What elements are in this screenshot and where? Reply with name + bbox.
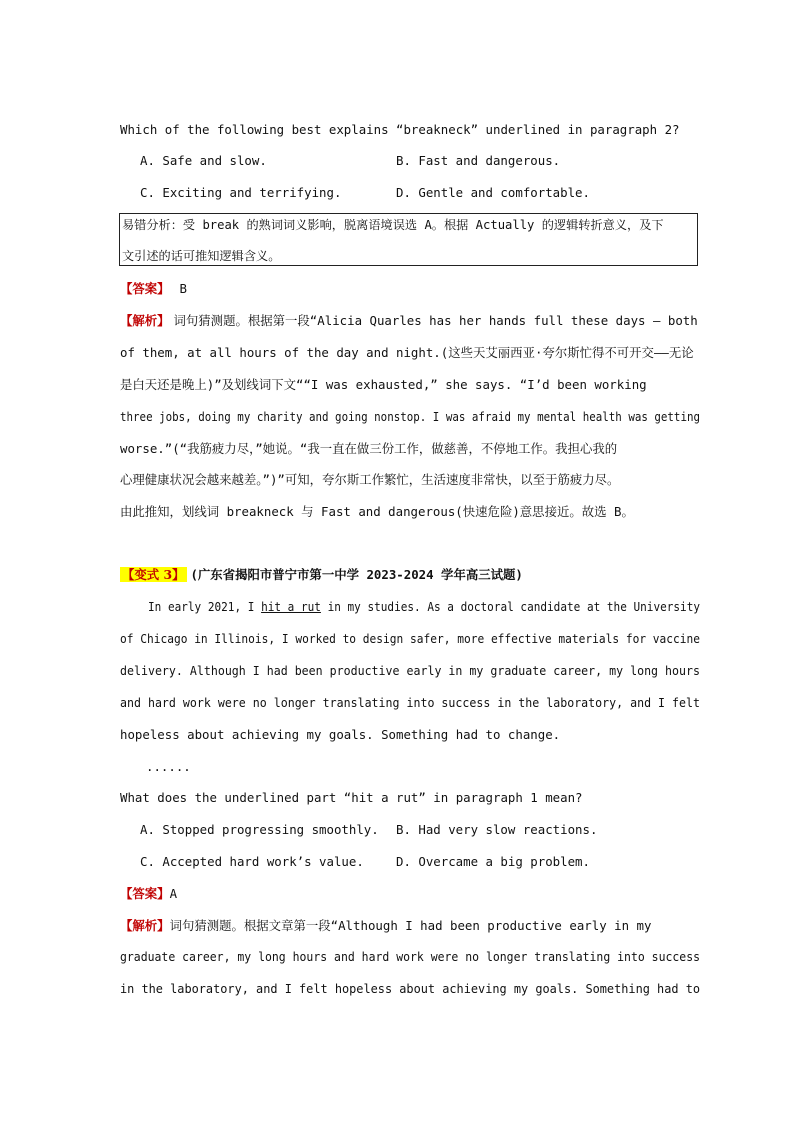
passage-line-1-pre: In early 2021, I <box>148 599 262 614</box>
q1-analysis-line-5: worse.”(“我筋疲力尽，”她说。“我一直在做三份工作，做慈善，不停地工作。我担心我的 <box>120 441 618 456</box>
q1-analysis-line-7: 由此推知，划线词 breakneck 与 Fast and dangerous(快速危险)意思接近。故选 B。 <box>120 504 634 519</box>
q2-answer-value: A <box>169 886 178 901</box>
q1-option-a: A. Safe and slow. <box>140 153 267 168</box>
q2-analysis-line-2: graduate career, my long hours and hard work were no longer translating into success <box>120 949 701 964</box>
variant-source: (广东省揭阳市普宁市第一中学 2023-2024 学年高三试题) <box>190 567 523 582</box>
q2-analysis-line-1 <box>120 918 651 934</box>
passage-line-4: and hard work were no longer translating into success in the laboratory, and I felt <box>120 695 700 710</box>
passage-line-5: hopeless about achieving my goals. Something had to change. <box>120 727 561 742</box>
q2-option-b: B. Had very slow reactions. <box>396 822 598 837</box>
q1-option-b: B. Fast and dangerous. <box>396 153 561 168</box>
variant-heading <box>120 567 523 583</box>
q1-analysis-line-1 <box>120 313 698 329</box>
q1-analysis-line-6: 心理健康状况会越来越差。”)”可知，夸尔斯工作繁忙，生活速度非常快，以至于筋疲力尽。 <box>120 472 620 487</box>
variant-tag: 【变式 3】 <box>122 567 185 582</box>
answer-tag: 【答案】 <box>120 281 170 296</box>
q2-option-c: C. Accepted hard work’s value. <box>140 854 364 869</box>
question-1-stem: Which of the following best explains “breakneck” underlined in paragraph 2? <box>120 122 680 137</box>
q2-option-d: D. Overcame a big problem. <box>396 854 590 869</box>
analysis-text: 词句猜测题。根据第一段“Alicia Quarles has her hands full these days — both <box>173 313 698 328</box>
q1-answer-value: B <box>179 281 187 296</box>
analysis-text: 词句猜测题。根据文章第一段“Although I had been productive early in my <box>169 918 652 933</box>
q2-answer-row <box>120 886 177 902</box>
q1-answer-row <box>120 281 187 297</box>
q1-analysis-line-3: 是白天还是晚上)”及划线词下文““I was exhausted,” she says. “I’d been working <box>120 377 647 392</box>
underlined-phrase: hit a rut <box>261 599 321 614</box>
q2-option-a: A. Stopped progressing smoothly. <box>140 822 379 837</box>
analysis-tag: 【解析】 <box>120 918 170 933</box>
question-2-stem: What does the underlined part “hit a rut” in paragraph 1 mean? <box>120 790 583 805</box>
passage-line-1-post: in my studies. As a doctoral candidate at the University <box>320 599 701 614</box>
error-analysis-line-2: 文引述的话可推知逻辑含义。 <box>122 249 281 263</box>
passage-line-1 <box>148 599 700 615</box>
q2-analysis-line-3: in the laboratory, and I felt hopeless about achieving my goals. Something had to <box>120 981 701 996</box>
q1-option-c: C. Exciting and terrifying. <box>140 185 342 200</box>
q1-analysis-line-4: three jobs, doing my charity and going nonstop. I was afraid my mental health was getting <box>120 409 701 424</box>
answer-tag: 【答案】 <box>120 886 170 901</box>
q1-option-d: D. Gentle and comfortable. <box>396 185 590 200</box>
error-analysis-line-1: 易错分析：受 break 的熟词词义影响，脱离语境误选 A。根据 Actually 的逻辑转折意义，及下 <box>122 218 664 232</box>
passage-line-3: delivery. Although I had been productive early in my graduate career, my long hours <box>120 663 700 678</box>
passage-ellipsis: ...... <box>146 759 191 774</box>
passage-line-2: of Chicago in Illinois, I worked to design safer, more effective materials for vaccine <box>120 631 701 646</box>
q1-analysis-line-2: of them, at all hours of the day and night.(这些天艾丽西亚·夸尔斯忙得不可开交——无论 <box>120 345 694 360</box>
analysis-tag: 【解析】 <box>120 313 170 328</box>
